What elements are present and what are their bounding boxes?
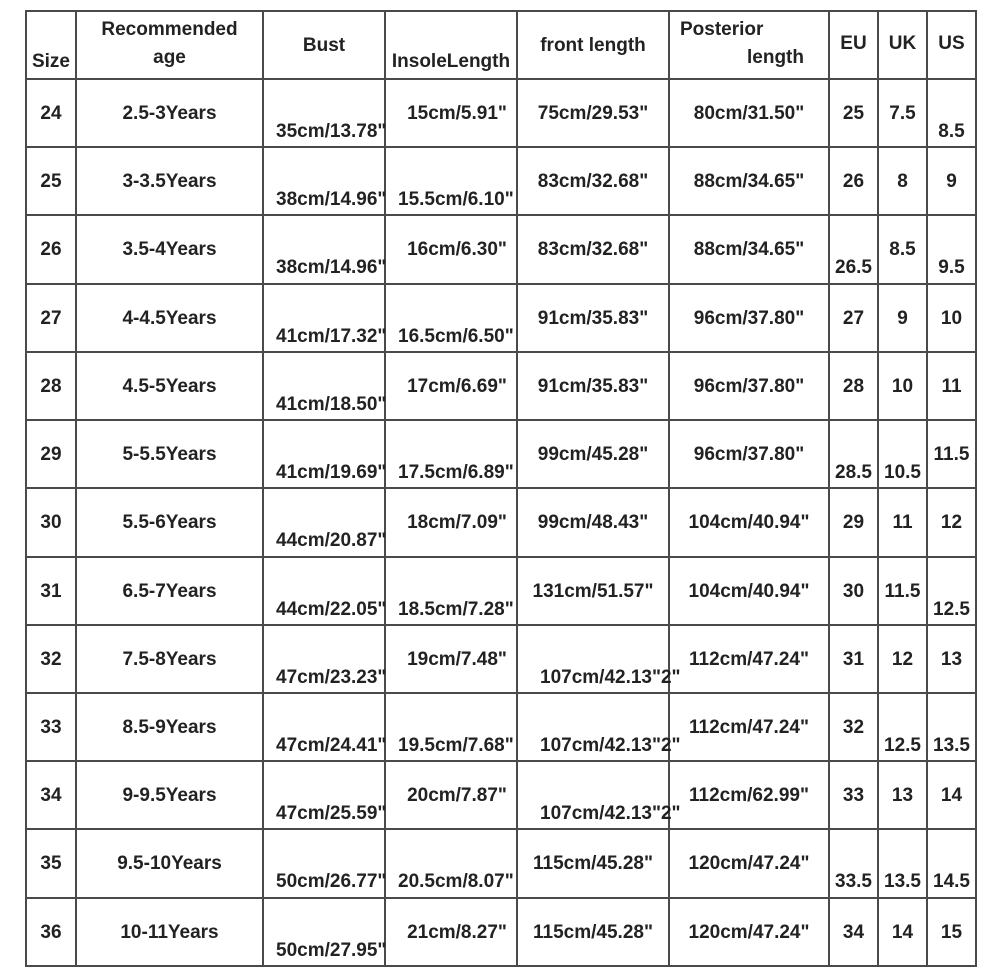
cell-front — [517, 79, 669, 147]
cell-uk — [878, 420, 927, 488]
cell-uk — [878, 761, 927, 829]
cell-front — [517, 761, 681, 829]
cell-front-text: 115cm/45.28" — [533, 853, 653, 875]
cell-bust-text: 38cm/14.96" — [276, 257, 387, 279]
cell-us-text: 8.5 — [938, 121, 965, 142]
cell-front-text: 91cm/35.83" — [537, 375, 649, 397]
cell-insole-text: 20cm/7.87" — [407, 785, 507, 807]
cell-us-text: 13.5 — [933, 734, 970, 756]
cell-bust — [263, 693, 385, 761]
cell-us — [927, 488, 976, 556]
cell-age — [76, 147, 263, 215]
cell-age — [76, 420, 263, 488]
header-row — [26, 11, 976, 79]
cell-bust — [263, 898, 385, 966]
cell-uk-text: 11.5 — [884, 580, 921, 602]
cell-age — [76, 761, 263, 829]
cell-age-text: 4.5-5Years — [122, 375, 217, 397]
cell-uk — [878, 147, 927, 215]
cell-age-text: 8.5-9Years — [122, 716, 217, 738]
cell-eu-text: 32 — [842, 716, 865, 738]
cell-posterior-text: 104cm/40.94" — [688, 580, 810, 602]
cell-insole — [385, 693, 517, 761]
cell-uk-text: 11 — [892, 512, 913, 534]
cell-insole — [385, 420, 517, 488]
cell-posterior-text: 96cm/37.80" — [693, 444, 805, 466]
cell-age-text: 9.5-10Years — [117, 853, 222, 875]
cell-us-text: 13 — [940, 648, 963, 670]
cell-posterior — [669, 829, 829, 897]
cell-bust-text: 47cm/24.41" — [276, 734, 387, 756]
cell-size — [26, 147, 76, 215]
cell-age-text: 4-4.5Years — [122, 307, 217, 329]
cell-front-text: 107cm/42.13"2" — [540, 734, 681, 756]
cell-insole — [385, 284, 517, 352]
cell-front-text: 83cm/32.68" — [537, 239, 649, 261]
cell-age — [76, 693, 263, 761]
cell-posterior — [669, 557, 829, 625]
cell-front — [517, 420, 669, 488]
cell-front-text: 91cm/35.83" — [537, 307, 649, 329]
cell-uk-text: 7.5 — [889, 103, 916, 124]
header-posterior-length — [669, 11, 829, 79]
cell-front — [517, 215, 669, 283]
cell-uk-text: 8.5 — [889, 239, 916, 261]
cell-age — [76, 79, 263, 147]
cell-eu — [829, 488, 878, 556]
cell-size — [26, 488, 76, 556]
cell-front — [517, 488, 669, 556]
cell-bust — [263, 488, 385, 556]
cell-eu — [829, 215, 878, 283]
cell-posterior-text: 120cm/47.24" — [688, 853, 810, 875]
table-row — [26, 215, 976, 283]
cell-bust-text: 41cm/19.69" — [276, 462, 387, 484]
cell-insole — [385, 625, 517, 693]
cell-size — [26, 829, 76, 897]
cell-us — [927, 829, 976, 897]
cell-front-text: 107cm/42.13"2" — [540, 803, 681, 825]
size-chart-body — [26, 79, 976, 966]
cell-size-text: 27 — [40, 307, 62, 329]
cell-uk-text: 14 — [891, 921, 914, 943]
cell-front — [517, 284, 669, 352]
cell-bust-text: 41cm/17.32" — [276, 325, 387, 347]
cell-posterior — [669, 693, 829, 761]
cell-eu — [829, 79, 878, 147]
cell-front-text: 83cm/32.68" — [537, 171, 649, 193]
cell-uk-text: 13 — [891, 785, 914, 807]
cell-bust — [263, 79, 385, 147]
cell-insole-text: 16.5cm/6.50" — [398, 325, 514, 347]
cell-eu — [829, 761, 878, 829]
header-bust: Bust — [263, 11, 385, 79]
cell-posterior-text: 96cm/37.80" — [693, 307, 805, 329]
cell-insole-text: 15.5cm/6.10" — [398, 189, 514, 211]
cell-uk — [878, 352, 927, 420]
cell-us — [927, 420, 976, 488]
cell-size — [26, 215, 76, 283]
cell-eu — [829, 898, 878, 966]
cell-size — [26, 625, 76, 693]
cell-age-text: 5.5-6Years — [122, 512, 217, 534]
cell-insole-text: 16cm/6.30" — [407, 239, 507, 261]
cell-age-text: 7.5-8Years — [122, 648, 217, 670]
cell-insole-text: 20.5cm/8.07" — [398, 871, 514, 893]
cell-eu — [829, 693, 878, 761]
cell-insole-text: 19.5cm/7.68" — [398, 734, 514, 756]
cell-posterior — [669, 284, 829, 352]
cell-posterior-text: 120cm/47.24" — [688, 921, 810, 943]
cell-insole — [385, 898, 517, 966]
cell-us — [927, 625, 976, 693]
cell-posterior — [669, 761, 829, 829]
cell-front-text: 99cm/45.28" — [537, 444, 649, 466]
cell-eu-text: 29 — [842, 512, 865, 534]
cell-insole-text: 15cm/5.91" — [407, 103, 507, 124]
header-age-line1: Recommended — [101, 19, 238, 40]
cell-eu-text: 33 — [842, 785, 865, 807]
cell-front — [517, 352, 669, 420]
cell-posterior — [669, 79, 829, 147]
cell-size-text: 34 — [40, 785, 62, 807]
cell-bust — [263, 829, 385, 897]
cell-eu — [829, 284, 878, 352]
cell-bust-text: 38cm/14.96" — [276, 189, 387, 211]
cell-age-text: 3.5-4Years — [122, 239, 217, 261]
cell-insole — [385, 488, 517, 556]
cell-eu-text: 26 — [842, 171, 865, 193]
cell-eu-text: 34 — [842, 921, 865, 943]
cell-front — [517, 625, 681, 693]
cell-insole — [385, 79, 517, 147]
cell-eu — [829, 147, 878, 215]
cell-size — [26, 79, 76, 147]
cell-us-text: 9.5 — [938, 257, 965, 279]
table-row — [26, 147, 976, 215]
table-row — [26, 352, 976, 420]
cell-insole-text: 18cm/7.09" — [407, 512, 507, 534]
cell-age — [76, 557, 263, 625]
cell-eu — [829, 352, 878, 420]
cell-eu — [829, 557, 878, 625]
table-row — [26, 829, 976, 897]
cell-eu-text: 28 — [842, 375, 865, 397]
cell-eu-text: 33.5 — [835, 871, 872, 893]
cell-age-text: 2.5-3Years — [122, 103, 217, 124]
cell-size-text: 28 — [40, 375, 62, 397]
cell-bust — [263, 147, 385, 215]
header-us: US — [927, 11, 976, 79]
cell-age — [76, 352, 263, 420]
cell-us-text: 9 — [946, 171, 957, 193]
cell-age — [76, 829, 263, 897]
cell-us-text: 15 — [940, 921, 963, 943]
cell-front — [517, 898, 669, 966]
cell-posterior — [669, 488, 829, 556]
cell-insole — [385, 147, 517, 215]
cell-uk-text: 12.5 — [884, 734, 921, 756]
cell-us — [927, 557, 976, 625]
header-insole-length: InsoleLength — [385, 11, 517, 79]
cell-uk — [878, 625, 927, 693]
table-row — [26, 625, 976, 693]
cell-eu-text: 26.5 — [835, 257, 872, 279]
cell-us — [927, 693, 976, 761]
cell-us — [927, 898, 976, 966]
cell-size — [26, 557, 76, 625]
cell-bust-text: 47cm/25.59" — [276, 803, 387, 825]
table-row — [26, 79, 976, 147]
cell-us — [927, 352, 976, 420]
header-eu: EU — [829, 11, 878, 79]
cell-size-text: 36 — [40, 921, 62, 943]
header-uk: UK — [878, 11, 927, 79]
cell-uk — [878, 284, 927, 352]
cell-bust-text: 50cm/27.95" — [276, 939, 387, 961]
cell-size — [26, 693, 76, 761]
cell-us-text: 12.5 — [933, 598, 970, 620]
cell-us-text: 11 — [941, 375, 962, 397]
cell-us-text: 14.5 — [933, 871, 970, 893]
cell-us-text: 12 — [940, 512, 963, 534]
cell-us — [927, 215, 976, 283]
cell-size-text: 24 — [40, 103, 62, 124]
cell-us — [927, 79, 976, 147]
cell-bust — [263, 761, 385, 829]
cell-uk-text: 13.5 — [884, 871, 921, 893]
cell-size-text: 30 — [40, 512, 62, 534]
cell-size — [26, 284, 76, 352]
cell-us-text: 14 — [940, 785, 963, 807]
cell-age — [76, 215, 263, 283]
cell-bust — [263, 352, 385, 420]
cell-size-text: 31 — [40, 580, 62, 602]
table-row — [26, 898, 976, 966]
cell-front — [517, 693, 681, 761]
cell-posterior-text: 112cm/62.99" — [689, 785, 809, 807]
header-front-length: front length — [517, 11, 669, 79]
cell-insole-text: 19cm/7.48" — [407, 648, 507, 670]
cell-front-text: 75cm/29.53" — [537, 103, 649, 124]
cell-posterior — [669, 215, 829, 283]
cell-uk — [878, 898, 927, 966]
cell-front-text: 99cm/48.43" — [537, 512, 649, 534]
cell-bust — [263, 557, 385, 625]
cell-posterior — [669, 147, 829, 215]
cell-age-text: 6.5-7Years — [122, 580, 217, 602]
cell-uk — [878, 215, 927, 283]
cell-age — [76, 284, 263, 352]
cell-uk-text: 12 — [891, 648, 914, 670]
cell-size — [26, 352, 76, 420]
cell-front — [517, 557, 669, 625]
cell-posterior — [669, 898, 829, 966]
cell-us — [927, 761, 976, 829]
header-posterior-line1: Posterior — [680, 19, 764, 40]
cell-posterior-text: 88cm/34.65" — [693, 239, 805, 261]
cell-size — [26, 761, 76, 829]
cell-bust — [263, 215, 385, 283]
table-row — [26, 420, 976, 488]
cell-age — [76, 488, 263, 556]
cell-bust-text: 41cm/18.50" — [276, 393, 387, 415]
cell-us — [927, 284, 976, 352]
cell-posterior-text: 112cm/47.24" — [689, 648, 809, 670]
cell-insole — [385, 557, 517, 625]
cell-posterior — [669, 352, 829, 420]
cell-front-text: 107cm/42.13"2" — [540, 666, 681, 688]
cell-front-text: 131cm/51.57" — [532, 580, 654, 602]
cell-insole-text: 17.5cm/6.89" — [398, 462, 514, 484]
cell-age — [76, 625, 263, 693]
cell-bust-text: 44cm/20.87" — [276, 530, 387, 552]
table-row — [26, 557, 976, 625]
header-size: Size — [26, 11, 76, 79]
cell-bust — [263, 420, 385, 488]
cell-insole — [385, 761, 517, 829]
cell-uk-text: 9 — [897, 307, 908, 329]
table-row — [26, 761, 976, 829]
cell-uk — [878, 557, 927, 625]
cell-uk-text: 10.5 — [884, 462, 921, 484]
cell-eu-text: 31 — [842, 648, 865, 670]
table-row — [26, 284, 976, 352]
cell-us-text: 10 — [940, 307, 963, 329]
header-age-line2: age — [153, 47, 186, 68]
cell-insole — [385, 829, 517, 897]
cell-bust — [263, 284, 385, 352]
cell-size-text: 26 — [40, 239, 62, 261]
cell-age-text: 3-3.5Years — [122, 171, 217, 193]
cell-insole-text: 17cm/6.69" — [407, 375, 507, 397]
cell-uk — [878, 829, 927, 897]
cell-age-text: 9-9.5Years — [122, 785, 217, 807]
table-row — [26, 488, 976, 556]
cell-front-text: 115cm/45.28" — [533, 921, 653, 943]
header-recommended-age — [76, 11, 263, 79]
cell-eu-text: 30 — [842, 580, 865, 602]
cell-bust-text: 47cm/23.23" — [276, 666, 387, 688]
cell-age-text: 10-11Years — [120, 921, 219, 943]
cell-front — [517, 147, 669, 215]
cell-posterior-text: 112cm/47.24" — [689, 716, 809, 738]
cell-us — [927, 147, 976, 215]
cell-uk — [878, 693, 927, 761]
cell-bust — [263, 625, 385, 693]
cell-front — [517, 829, 669, 897]
table-row — [26, 693, 976, 761]
size-chart-table — [25, 10, 977, 967]
cell-age-text: 5-5.5Years — [122, 444, 217, 466]
cell-bust-text: 35cm/13.78" — [276, 121, 387, 142]
cell-posterior-text: 88cm/34.65" — [693, 171, 805, 193]
cell-size-text: 33 — [40, 716, 62, 738]
cell-insole — [385, 352, 517, 420]
cell-uk-text: 10 — [891, 375, 914, 397]
cell-uk-text: 8 — [897, 171, 908, 193]
cell-size-text: 29 — [40, 444, 62, 466]
cell-posterior — [669, 625, 829, 693]
cell-bust-text: 50cm/26.77" — [276, 871, 387, 893]
cell-eu — [829, 420, 878, 488]
cell-size-text: 25 — [40, 171, 62, 193]
cell-eu — [829, 829, 878, 897]
cell-age — [76, 898, 263, 966]
cell-size-text: 35 — [40, 853, 62, 875]
cell-size — [26, 420, 76, 488]
cell-posterior — [669, 420, 829, 488]
cell-uk — [878, 488, 927, 556]
cell-insole-text: 18.5cm/7.28" — [398, 598, 514, 620]
cell-posterior-text: 96cm/37.80" — [693, 375, 805, 397]
cell-uk — [878, 79, 927, 147]
cell-posterior-text: 80cm/31.50" — [693, 103, 805, 124]
cell-eu — [829, 625, 878, 693]
header-posterior-line2: length — [747, 47, 804, 68]
cell-size-text: 32 — [40, 648, 62, 670]
cell-eu-text: 27 — [842, 307, 865, 329]
cell-size — [26, 898, 76, 966]
cell-insole — [385, 215, 517, 283]
cell-insole-text: 21cm/8.27" — [407, 921, 507, 943]
cell-bust-text: 44cm/22.05" — [276, 598, 387, 620]
cell-us-text: 11.5 — [933, 444, 970, 466]
cell-eu-text: 25 — [842, 103, 865, 124]
cell-eu-text: 28.5 — [835, 462, 872, 484]
cell-posterior-text: 104cm/40.94" — [688, 512, 810, 534]
